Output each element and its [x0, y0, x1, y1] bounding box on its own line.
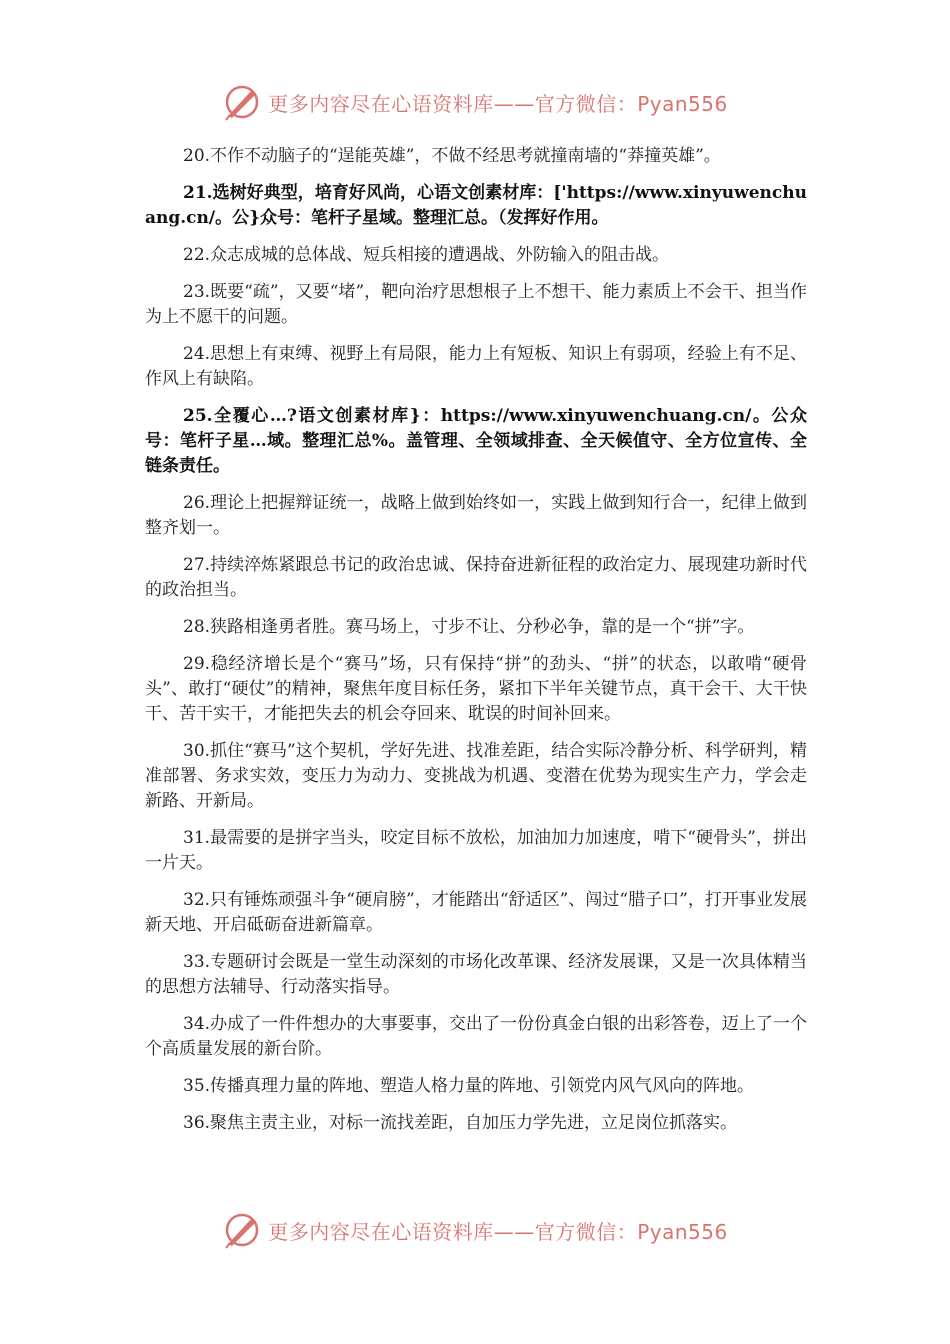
paragraph: 21.选树好典型，培育好风尚，心语文创素材库：['https://www.xinyuwenchuang.cn/。公}众号：笔杆子星域。整理汇总。（发挥好作用。: [145, 183, 807, 228]
paragraph: 25.全覆心…?语文创素材库}：https://www.xinyuwenchuang.cn/。公众号：笔杆子星…域。整理汇总%。盖管理、全领域排查、全天候值守、全方位宣传、全链条责任。: [145, 406, 807, 476]
header-banner: [0, 80, 950, 124]
quill-pen-logo-icon: [222, 1210, 262, 1250]
paragraph: 31.最需要的是拼字当头，咬定目标不放松，加油加力加速度，啃下“硬骨头”，拼出一片天。: [145, 828, 807, 873]
paragraph: 35.传播真理力量的阵地、塑造人格力量的阵地、引领党内风气风向的阵地。: [183, 1076, 755, 1096]
paragraph: 29.稳经济增长是个“赛马”场，只有保持“拼”的劲头、“拼”的状态，以敢啃“硬骨头”、敢打“硬仗”的精神，聚焦年度目标任务，紧扣下半年关键节点，真干会干、大干快干、苦干实干，才能把失去的机会夺回来、耽误的时间补回来。: [145, 654, 807, 724]
document-body: [145, 144, 807, 1148]
paragraph: 24.思想上有束缚、视野上有局限，能力上有短板、知识上有弱项，经验上有不足、作风上有缺陷。: [145, 344, 807, 389]
paragraph: 20.不作不动脑子的“逞能英雄”，不做不经思考就撞南墙的“莽撞英雄”。: [183, 146, 721, 166]
paragraph: 27.持续淬炼紧跟总书记的政治忠诚、保持奋进新征程的政治定力、展现建功新时代的政治担当。: [145, 555, 807, 600]
paragraph: 23.既要“疏”，又要“堵”，靶向治疗思想根子上不想干、能力素质上不会干、担当作为上不愿干的问题。: [145, 282, 807, 327]
paragraph: 34.办成了一件件想办的大事要事，交出了一份份真金白银的出彩答卷，迈上了一个个高质量发展的新台阶。: [145, 1014, 807, 1059]
quill-pen-logo-icon: [222, 82, 262, 122]
footer-banner: [0, 1208, 950, 1252]
paragraph: 26.理论上把握辩证统一，战略上做到始终如一，实践上做到知行合一，纪律上做到整齐划一。: [145, 493, 807, 538]
paragraph: 28.狭路相逢勇者胜。赛马场上，寸步不让、分秒必争，靠的是一个“拼”字。: [183, 617, 755, 637]
paragraph: 36.聚焦主责主业，对标一流找差距，自加压力学先进，立足岗位抓落实。: [183, 1113, 738, 1133]
paragraph: 22.众志成城的总体战、短兵相接的遭遇战、外防输入的阻击战。: [183, 245, 670, 265]
paragraph: 32.只有锤炼顽强斗争“硬肩膀”，才能踏出“舒适区”、闯过“腊子口”，打开事业发展新天地、开启砥砺奋进新篇章。: [145, 890, 807, 935]
paragraph: 33.专题研讨会既是一堂生动深刻的市场化改革课、经济发展课，又是一次具体精当的思想方法辅导、行动落实指导。: [145, 952, 807, 997]
header-banner-text: 更多内容尽在心语资料库——官方微信：Pyan556: [268, 91, 728, 116]
paragraph: 30.抓住“赛马”这个契机，学好先进、找准差距，结合实际冷静分析、科学研判，精准部署、务求实效，变压力为动力、变挑战为机遇、变潜在优势为现实生产力，学会走新路、开新局。: [145, 741, 807, 811]
footer-banner-text: 更多内容尽在心语资料库——官方微信：Pyan556: [268, 1219, 728, 1244]
